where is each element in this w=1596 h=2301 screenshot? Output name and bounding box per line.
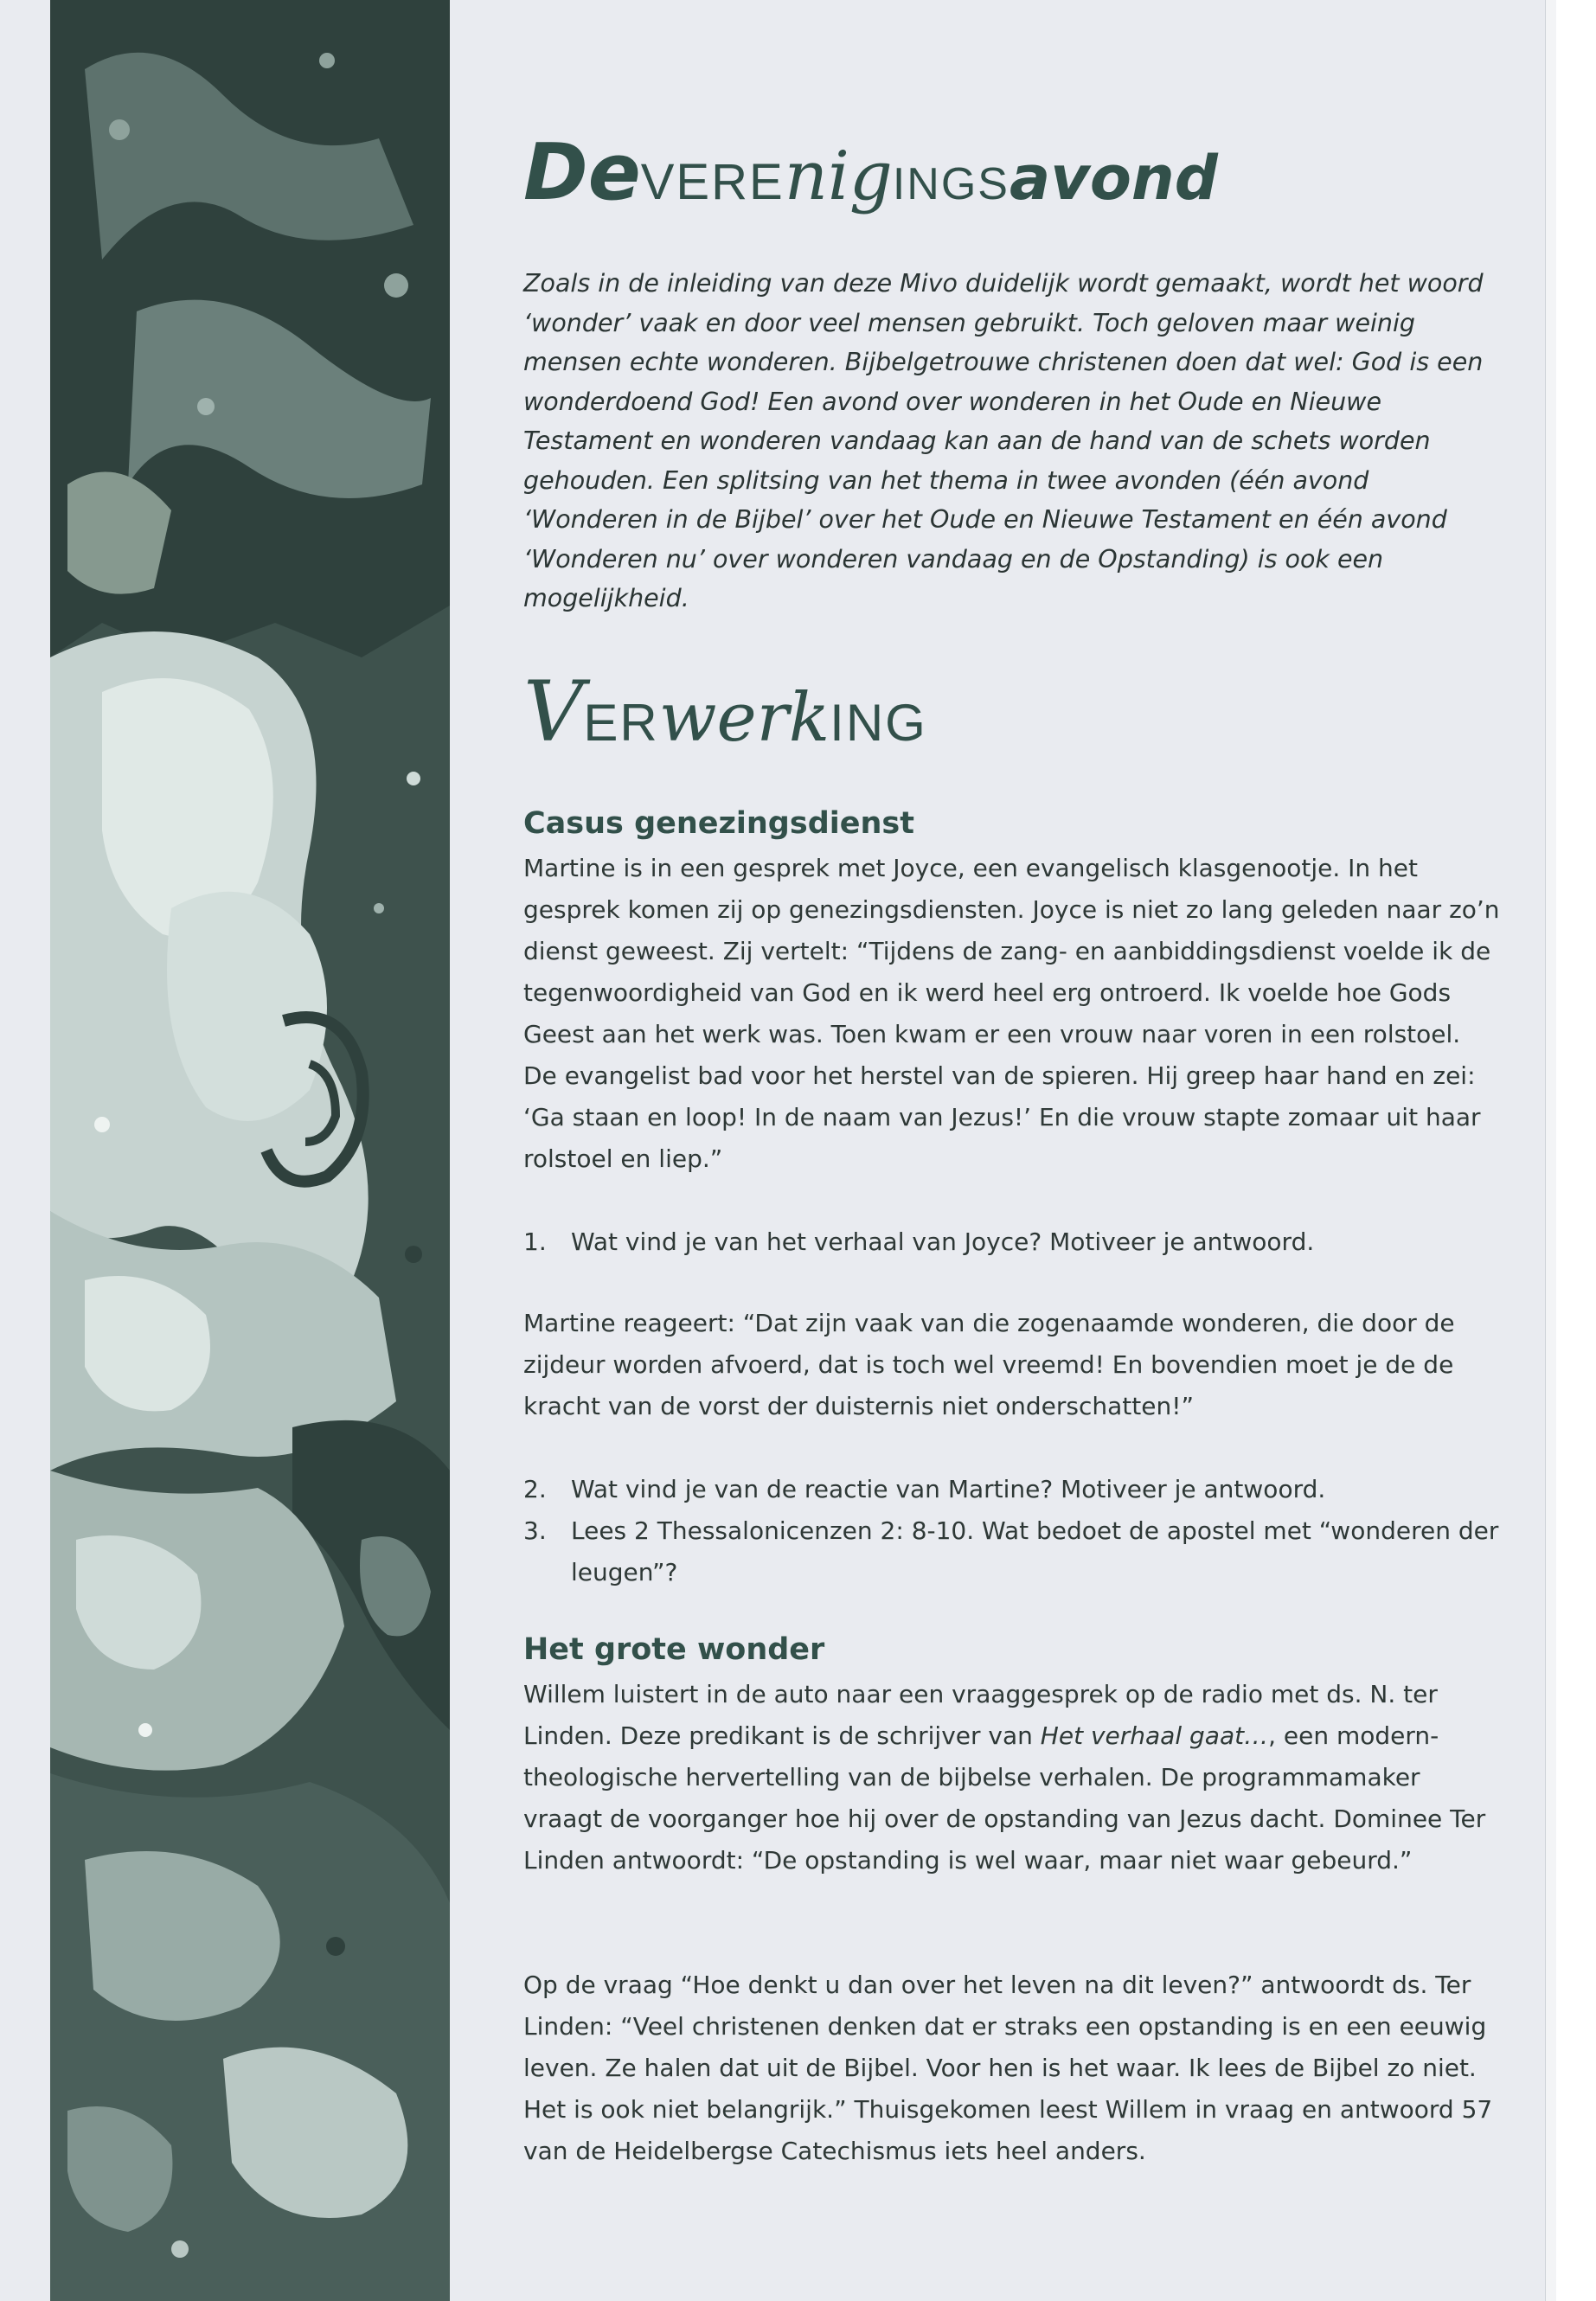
page-title (523, 127, 1501, 238)
question-text: Wat vind je van de reactie van Martine? Motiveer je antwoord. (571, 1475, 1326, 1503)
section-title-part: ER (583, 694, 659, 752)
para-text: Willem luistert in de auto naar een vraaggesprek op de radio met ds. N. ter Linden. Deze predikant is de schrijver van (523, 1680, 1438, 1750)
para-text: , een modern-theologische hervertelling van de bijbelse verhalen. De programmamaker vraagt de voorganger hoe hij over de opstanding van Jezus dacht. Dominee Ter Linden antwoordt: “De opstanding is wel waar, maar niet waar gebeurd.” (523, 1721, 1486, 1875)
question-number: 2. (523, 1475, 547, 1503)
page-edge (1545, 0, 1556, 2301)
section-title-part: werk (658, 679, 830, 757)
case-paragraph: Martine is in een gesprek met Joyce, een evangelisch klasgenootje. In het gesprek komen zij op genezingsdiensten. Joyce is niet zo lang geleden naar zo’n dienst geweest. Zij vertelt: “Tijdens de zang- en aanbiddingsdienst voelde ik de tegenwoordigheid van God en ik werd heel erg ontroerd. Ik voelde hoe Gods Geest aan het werk was. Toen kwam er een vrouw naar voren in een rolstoel. De evangelist bad voor het herstel van de spieren. Hij greep haar hand en zei: ‘Ga staan en loop! In de naam van Jezus!’ En die vrouw stapte zomaar uit haar rolstoel en liep.” (523, 854, 1500, 1173)
question-item (523, 1469, 1501, 1510)
title-part: avond (1009, 143, 1218, 214)
section-title-part: ING (830, 694, 927, 752)
intro-paragraph: Zoals in de inleiding van deze Mivo duidelijk wordt gemaakt, wordt het woord ‘wonder’ vaak en door veel mensen gebruikt. Toch geloven maar weinig mensen echte wonderen. Bijbelgetrouwe christenen doen dat wel: God is een wonderdoend God! Een avond over wonderen in het Oude en Nieuwe Testament en wonderen vandaag kan aan de hand van de schets worden gehouden. Een splitsing van het thema in twee avonden (één avond ‘Wonderen in de Bijbel’ over het Oude en Nieuwe Testament en één avond ‘Wonderen nu’ over wonderen vandaag en de Opstanding) is ook een mogelijkheid. (523, 269, 1484, 612)
title-part: De (523, 127, 641, 218)
case-paragraph (523, 1674, 1501, 1881)
section-title-part: V (523, 663, 584, 760)
case-heading-genezingsdienst: Casus genezingsdienst (523, 806, 914, 841)
section-title (523, 663, 927, 760)
question-number: 1. (523, 1227, 547, 1256)
book-title: Het verhaal gaat… (1040, 1721, 1269, 1750)
question-number: 3. (523, 1516, 547, 1545)
question-text: Wat vind je van het verhaal van Joyce? Motiveer je antwoord. (571, 1227, 1315, 1256)
title-part: nig (784, 138, 893, 215)
question-text: Lees 2 Thessalonicenzen 2: 8-10. Wat bedoet de apostel met “wonderen der leugen”? (571, 1516, 1499, 1586)
case-paragraph: Martine reageert: “Dat zijn vaak van die zogenaamde wonderen, die door de zijdeur worden afvoerd, dat is toch wel vreemd! En bovendien moet je de de kracht van de vorst der duisternis niet onderschatten!” (523, 1309, 1455, 1420)
question-item (523, 1510, 1501, 1593)
case-paragraph: Op de vraag “Hoe denkt u dan over het leven na dit leven?” antwoordt ds. Ter Linden: “Veel christenen denken dat er straks een opstanding is en een eeuwig leven. Ze halen dat uit de Bijbel. Voor hen is het waar. Ik lees de Bijbel zo niet. Het is ook niet belangrijk.” Thuisgekomen leest Willem in vraag en antwoord 57 van de Heidelbergse Catechismus iets heel anders. (523, 1971, 1493, 2165)
sidebar-decorative-image (50, 0, 450, 2301)
case-heading-grote-wonder: Het grote wonder (523, 1632, 825, 1667)
title-part: INGS (892, 159, 1010, 209)
abstract-face-artwork (50, 0, 450, 2301)
title-part: VERE (640, 154, 785, 210)
question-item (523, 1221, 1501, 1263)
